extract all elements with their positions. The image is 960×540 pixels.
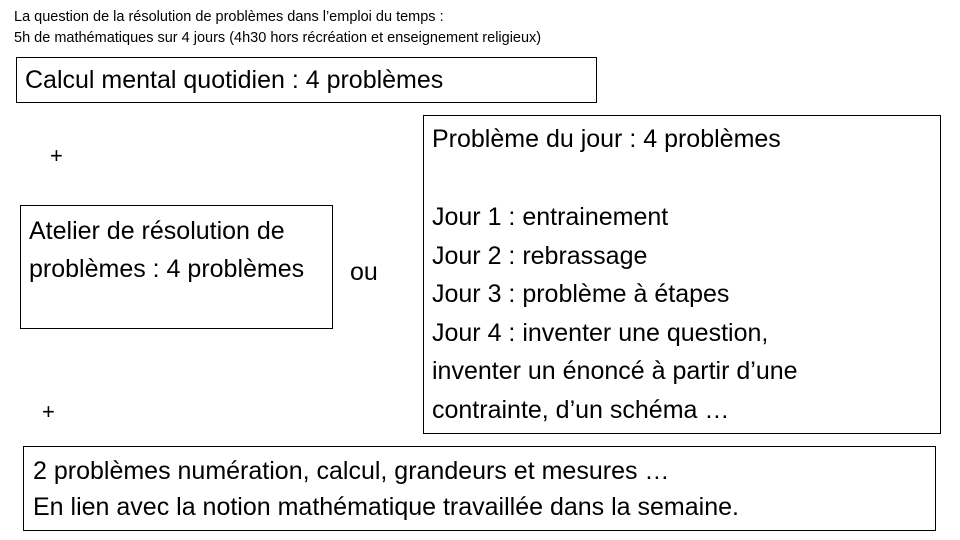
jour-item-4-end: contrainte, d’un schéma … [432, 395, 730, 424]
jour-item-2: Jour 2 : rebrassage [432, 241, 648, 270]
probleme-du-jour-title: Problème du jour : 4 problèmes [432, 125, 781, 153]
jour-item-1: Jour 1 : entrainement [432, 203, 669, 231]
ou-connector: ou [350, 258, 378, 286]
jour-item-4-continued: inventer un énoncé à partir d’une [432, 357, 798, 385]
atelier-box [20, 205, 333, 329]
atelier-text: Atelier de résolution de problèmes : 4 problèmes [29, 217, 305, 283]
jour-item-3: Jour 3 : problème à étapes [432, 280, 730, 308]
probleme-du-jour-box [423, 115, 941, 434]
jour-item-4: Jour 4 : inventer une question, [432, 318, 769, 347]
numeration-text [33, 453, 739, 525]
header-line-1: La question de la résolution de problèmes dans l’emploi du temps : [14, 9, 444, 25]
header-line-2: 5h de mathématiques sur 4 jours (4h30 hors récréation et enseignement religieux) [14, 30, 542, 46]
numeration-line-2: En lien avec la notion mathématique travaillée dans la semaine. [33, 493, 739, 521]
jour-list [432, 198, 932, 429]
numeration-box [23, 446, 936, 531]
numeration-line-1: 2 problèmes numération, calcul, grandeurs et mesures … [33, 457, 670, 485]
plus-sign-top: + [50, 143, 63, 168]
plus-sign-bottom: + [42, 399, 55, 424]
calcul-mental-box [16, 57, 597, 103]
calcul-mental-text: Calcul mental quotidien : 4 problèmes [25, 66, 444, 94]
